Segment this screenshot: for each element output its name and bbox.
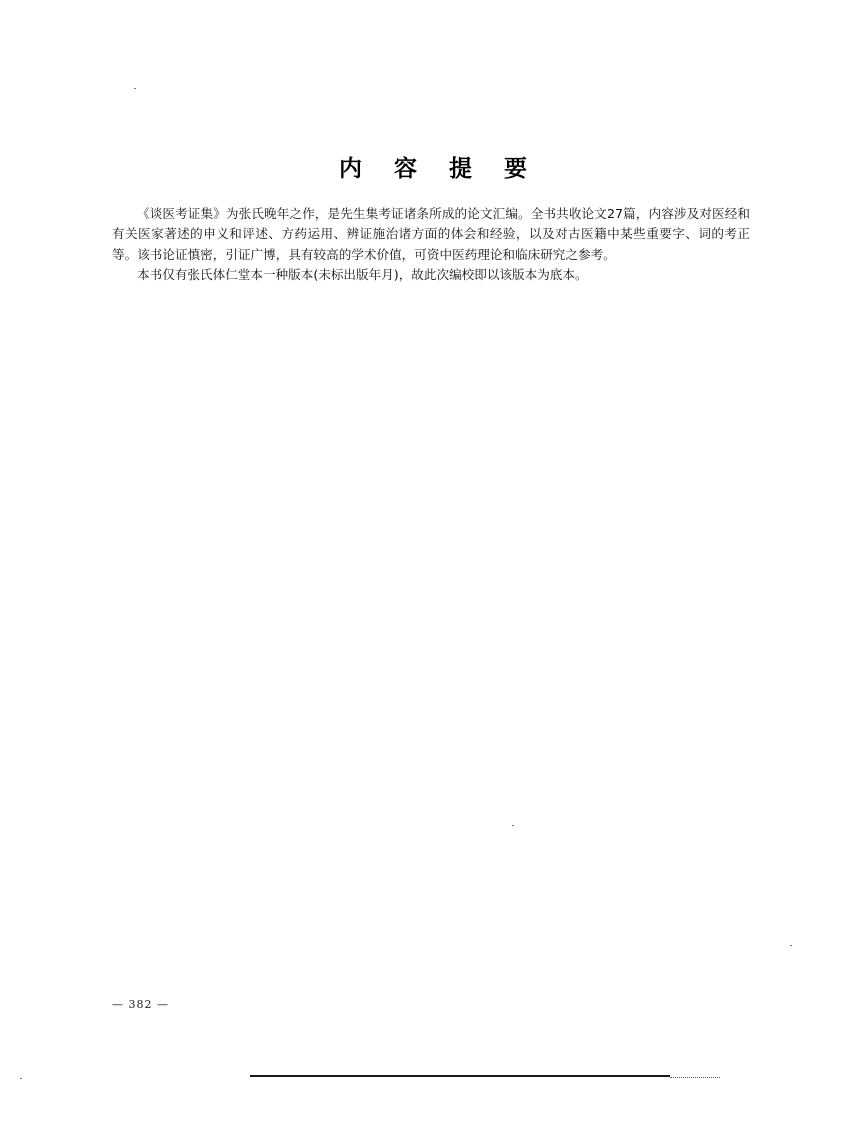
scan-speck (790, 945, 792, 946)
bottom-rule (250, 1075, 670, 1077)
scan-speck (512, 825, 514, 826)
summary-body (112, 204, 750, 285)
bottom-rule-dots (670, 1074, 720, 1078)
section-title: 内 容 提 要 (338, 156, 540, 182)
summary-paragraph-1: 《谈医考证集》为张氏晚年之作，是先生集考证诸条所成的论文汇编。全书共收论文27篇，内容涉及对医经和有关医家著述的申义和评述、方药运用、辨证施治诸方面的体会和经验，以及对古医籍中某些重要字、词的考正等。该书论证慎密，引证广博，具有较高的学术价值，可资中医药理论和临床研究之参考。 (112, 206, 750, 262)
scan-speck (20, 1078, 22, 1079)
scan-speck (134, 88, 136, 89)
page-number: — 382 — (112, 998, 169, 1011)
summary-paragraph-2: 本书仅有张氏体仁堂本一种版本(未标出版年月)，故此次编校即以该版本为底本。 (137, 266, 588, 282)
